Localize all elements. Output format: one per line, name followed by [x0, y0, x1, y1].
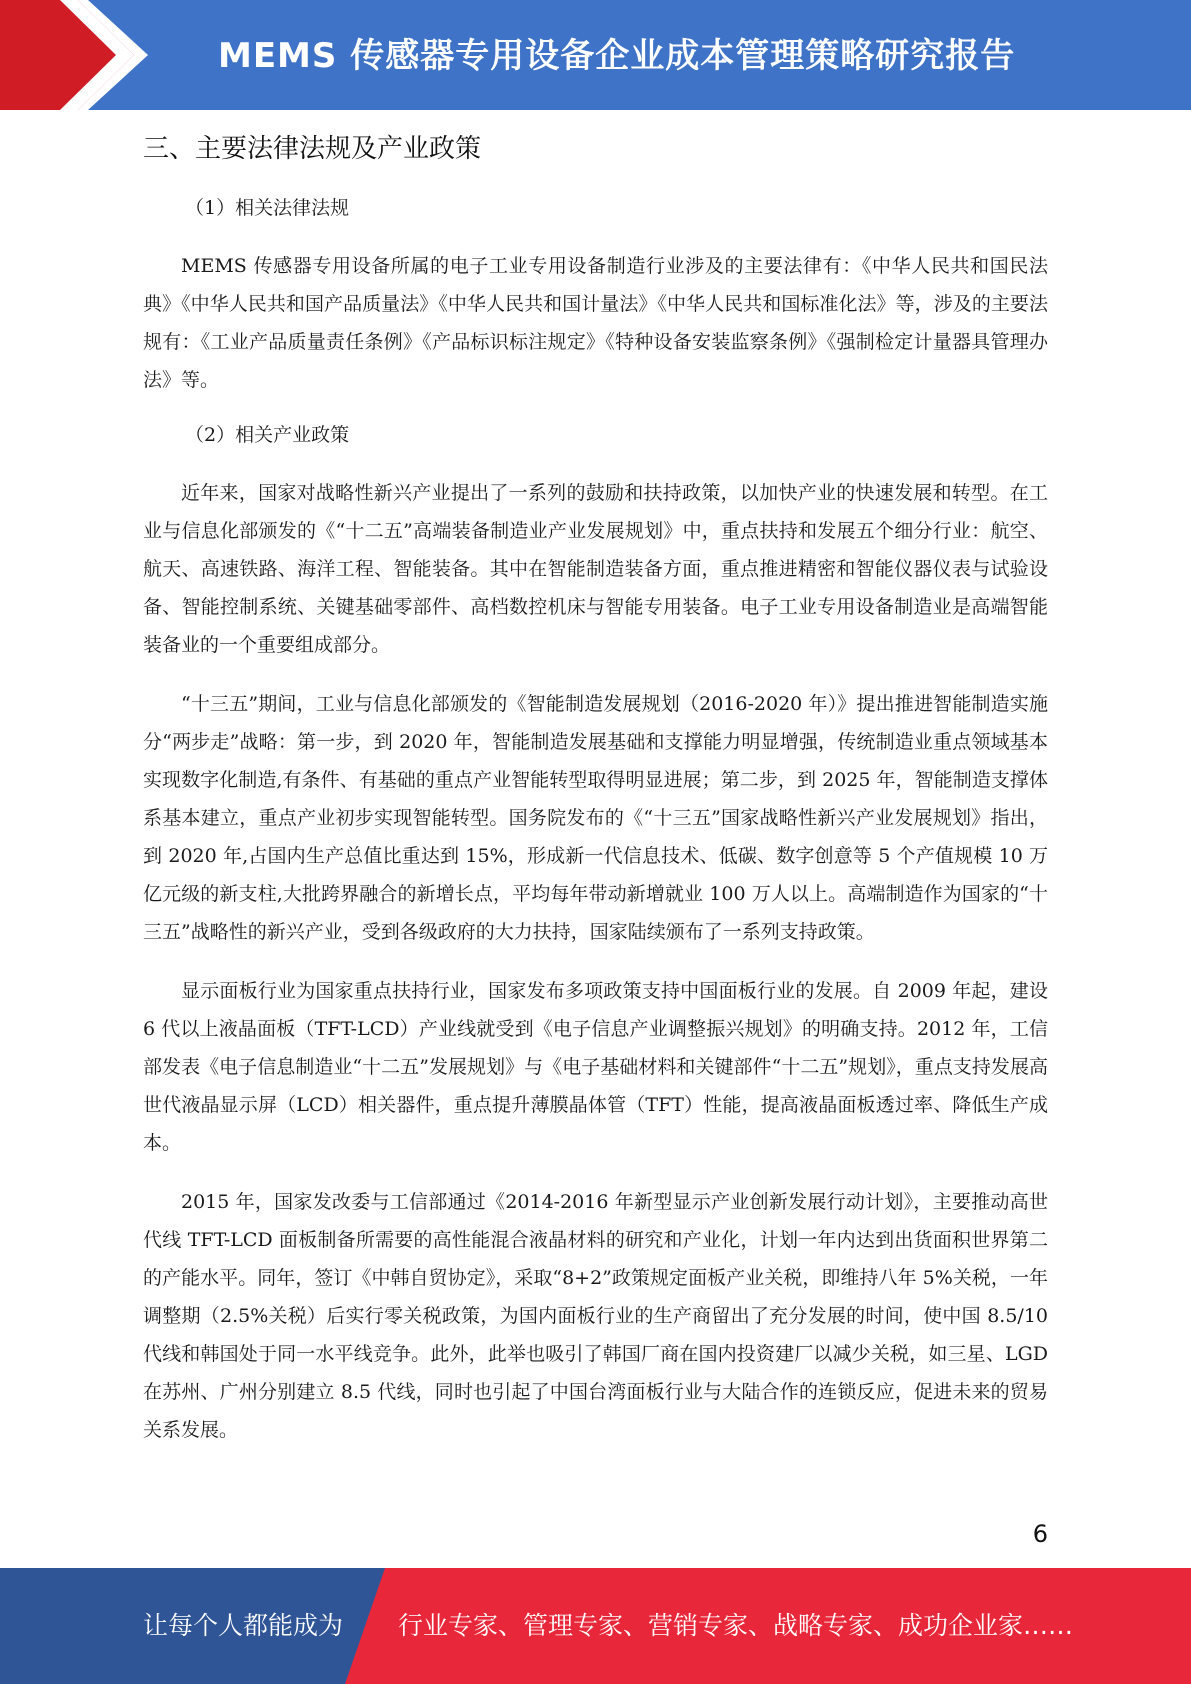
paragraph-laws: MEMS 传感器专用设备所属的电子工业专用设备制造行业涉及的主要法律有：《中华人民共和国民法典》《中华人民共和国产品质量法》《中华人民共和国计量法》《中华人民共和国标准化法》等，涉及的主要法规有：《工业产品质量责任条例》《产品标识标注规定》《特种设备安装监察条例》《强制检定计量器具管理办法》等。	[143, 255, 1048, 391]
paragraph-policy-4: 2015 年，国家发改委与工信部通过《2014-2016 年新型显示产业创新发展行动计划》，主要推动高世代线 TFT-LCD 面板制备所需要的高性能混合液晶材料的研究和产业化，计划一年内达到出货面积世界第二的产能水平。同年，签订《中韩自贸协定》，采取“8+2”政策规定面板产业关税，即维持八年 5%关税，一年调整期（2.5%关税）后实行零关税政策，为国内面板行业的生产商留出了充分发展的时间，使中国 8.5/10 代线和韩国处于同一水平线竞争。此外，此举也吸引了韩国厂商在国内投资建厂以减少关税，如三星、LGD 在苏州、广州分别建立 8.5 代线，同时也引起了中国台湾面板行业与大陆合作的连锁反应，促进未来的贸易关系发展。	[143, 1191, 1048, 1441]
main-content	[143, 128, 1048, 1470]
page-number: 6	[1032, 1520, 1048, 1548]
subheading-laws: （1）相关法律法规	[185, 197, 350, 219]
footer-slogan-right: 行业专家、管理专家、营销专家、战略专家、成功企业家……	[398, 1611, 1074, 1640]
paragraph-policy-2: “十三五”期间，工业与信息化部颁发的《智能制造发展规划（2016-2020 年）》提出推进智能制造实施分“两步走”战略：第一步，到 2020 年，智能制造发展基础和支撑能力明显增强，传统制造业重点领域基本实现数字化制造,有条件、有基础的重点产业智能转型取得明显进展；第二步，到 2025 年，智能制造支撑体系基本建立，重点产业初步实现智能转型。国务院发布的《“十三五”国家战略性新兴产业发展规划》指出，到 2020 年,占国内生产总值比重达到 15%，形成新一代信息技术、低碳、数字创意等 5 个产值规模 10 万亿元级的新支柱,大批跨界融合的新增长点，平均每年带动新增就业 100 万人以上。高端制造作为国家的“十三五”战略性的新兴产业，受到各级政府的大力扶持，国家陆续颁布了一系列支持政策。	[143, 693, 1048, 943]
header-arrow-logo	[0, 0, 160, 110]
section-title: 三、主要法律法规及产业政策	[143, 134, 482, 164]
footer-slogan-left: 让每个人都能成为	[143, 1611, 344, 1640]
paragraph-policy-1: 近年来，国家对战略性新兴产业提出了一系列的鼓励和扶持政策，以加快产业的快速发展和转型。在工业与信息化部颁发的《“十二五”高端装备制造业产业发展规划》中，重点扶持和发展五个细分行业：航空、航天、高速铁路、海洋工程、智能装备。其中在智能制造装备方面，重点推进精密和智能仪器仪表与试验设备、智能控制系统、关键基础零部件、高档数控机床与智能专用装备。电子工业专用设备制造业是高端智能装备业的一个重要组成部分。	[143, 482, 1048, 656]
subheading-policies: （2）相关产业政策	[185, 424, 350, 446]
page-header	[0, 0, 1191, 110]
paragraph-policy-3: 显示面板行业为国家重点扶持行业，国家发布多项政策支持中国面板行业的发展。自 2009 年起，建设 6 代以上液晶面板（TFT-LCD）产业线就受到《电子信息产业调整振兴规划》的明确支持。2012 年，工信部发表《电子信息制造业“十二五”发展规划》与《电子基础材料和关键部件“十二五”规划》，重点支持发展高世代液晶显示屏（LCD）相关器件，重点提升薄膜晶体管（TFT）性能，提高液晶面板透过率、降低生产成本。	[143, 980, 1048, 1154]
report-title: MEMS 传感器专用设备企业成本管理策略研究报告	[218, 36, 1016, 76]
page-footer	[0, 1568, 1191, 1684]
